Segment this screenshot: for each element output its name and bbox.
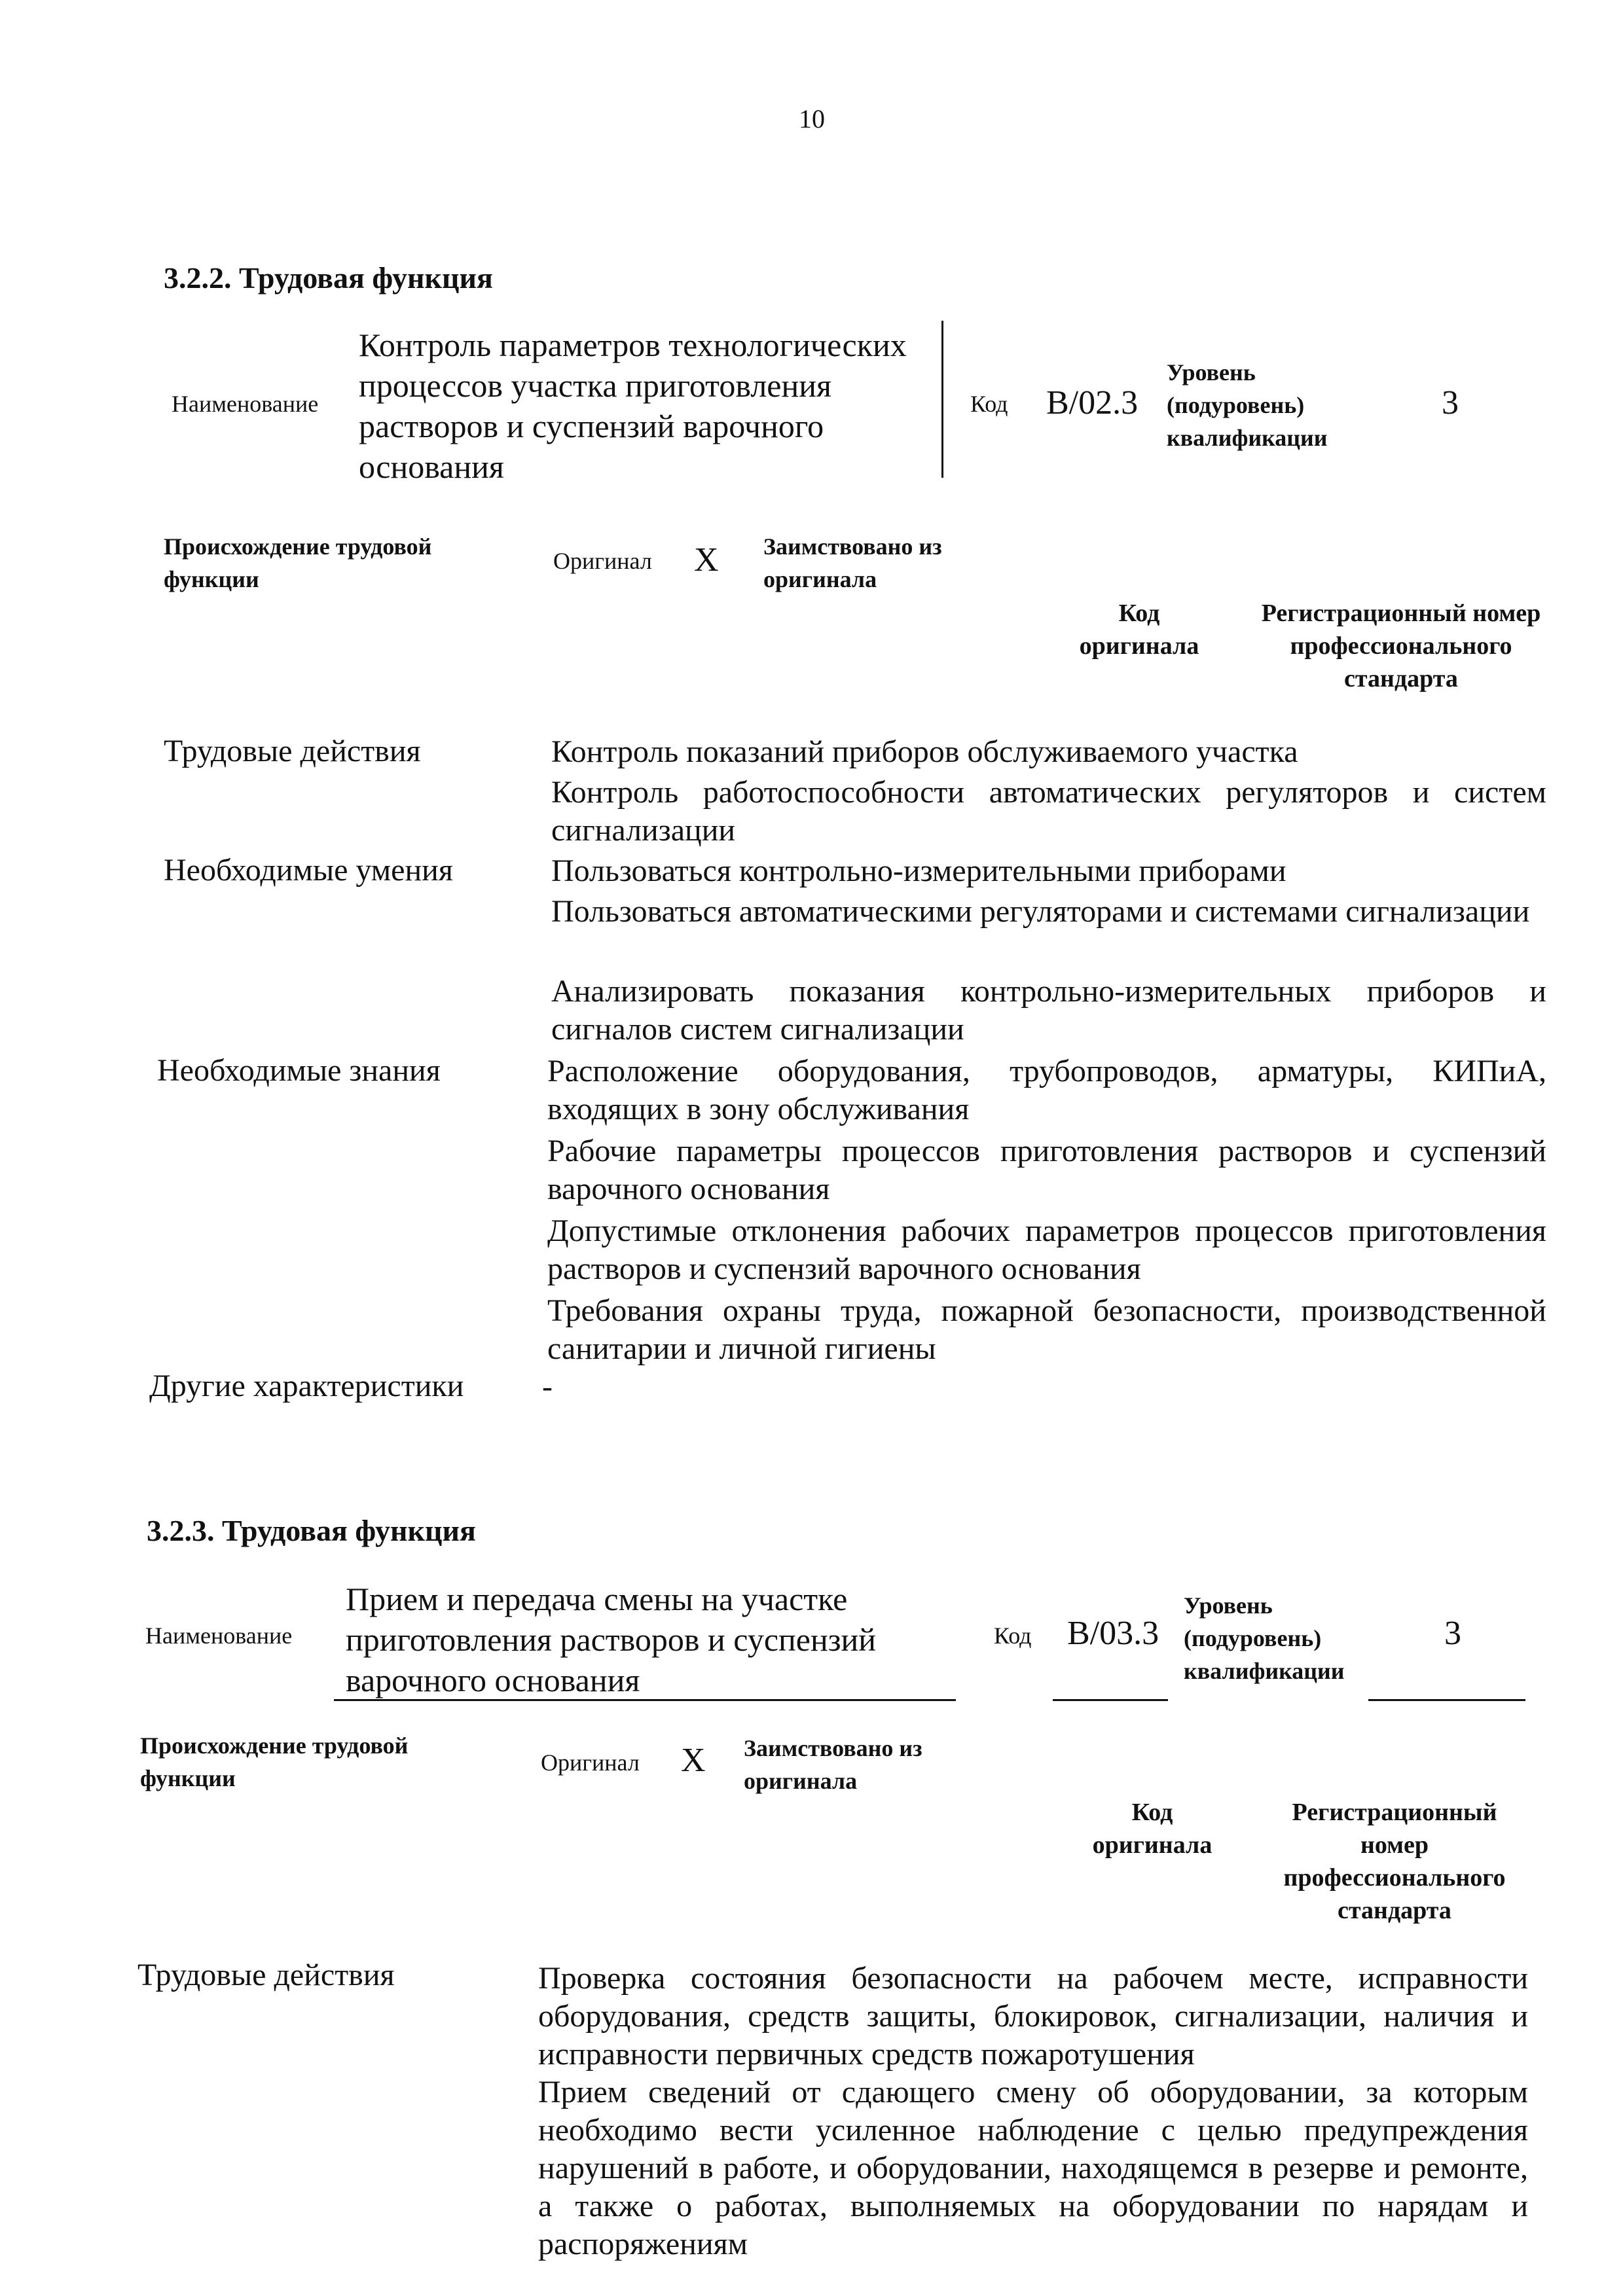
list-item: Требования охраны труда, пожарной безопасности, производственной санитарии и личной гигиены <box>547 1293 1546 1366</box>
function-code: B/02.3 <box>1046 384 1139 422</box>
list-item: Допустимые отклонения рабочих параметров процессов приготовления растворов и суспензий варочного основания <box>547 1213 1546 1286</box>
name-cell-border <box>941 321 943 478</box>
qualification-level: 3 <box>1444 1615 1461 1652</box>
function-name-line: процессов участка приготовления <box>359 367 831 404</box>
function-name <box>359 325 948 487</box>
list-item: Пользоваться автоматическими регуляторами и системами сигнализации <box>551 894 1530 929</box>
function-name-line: основания <box>359 448 504 485</box>
original-label: Оригинал <box>541 1749 640 1776</box>
row-label-labor-actions: Трудовые действия <box>137 1958 395 1992</box>
code-original-label: Код оригинала <box>1079 600 1199 660</box>
row-label-other: Другие характеристики <box>149 1369 464 1403</box>
original-checkmark: X <box>694 541 719 579</box>
section-title: 3.2.3. Трудовая функция <box>147 1514 476 1547</box>
original-label: Оригинал <box>553 548 652 574</box>
code-label: Код <box>994 1623 1032 1649</box>
function-name <box>346 1579 961 1700</box>
function-name-line: Прием и передача смены на участке <box>346 1581 848 1617</box>
list-item: Рабочие параметры процессов приготовления растворов и суспензий варочного основания <box>547 1134 1546 1206</box>
borrowed-label: Заимствовано из оригинала <box>744 1735 922 1794</box>
level-label: Уровень (подуровень) квалификации <box>1167 359 1328 451</box>
code-original-label: Код оригинала <box>1092 1799 1213 1859</box>
list-item: Анализировать показания контрольно-измерительных приборов и сигналов систем сигнализации <box>551 974 1546 1047</box>
borrowed-label: Заимствовано из оригинала <box>763 533 942 592</box>
list-item: Контроль показаний приборов обслуживаемого участка <box>551 734 1298 769</box>
row-label-labor-actions: Трудовые действия <box>164 734 421 768</box>
list-item: Пользоваться контрольно-измерительными приборами <box>551 853 1286 888</box>
function-code: B/03.3 <box>1067 1615 1159 1652</box>
name-label: Наименование <box>172 391 319 417</box>
row-label-skills: Необходимые умения <box>164 853 453 888</box>
list-item: Проверка состояния безопасности на рабочем месте, исправности оборудования, средств защиты, блокировок, сигнализации, наличия и исправности первичных средств пожаротушения <box>538 1961 1528 2072</box>
row-label-knowledge: Необходимые знания <box>157 1053 441 1088</box>
list-item: Прием сведений от сдающего смену об оборудовании, за которым необходимо вести усиленное наблюдение с целью предупреждения нарушений в работе, и оборудовании, находящемся в резерве и ремонте, а также о работах, выполняемых на оборудовании по нарядам и распоряжениям <box>538 2075 1528 2261</box>
reg-number-label: Регистрационный номер профессионального стандарта <box>1283 1799 1506 1924</box>
origin-label: Происхождение трудовой функции <box>164 533 432 592</box>
reg-number-label: Регистрационный номер профессионального стандарта <box>1261 600 1541 692</box>
name-underline <box>334 1699 956 1701</box>
list-item: - <box>542 1369 553 1404</box>
qualification-level: 3 <box>1442 384 1459 422</box>
original-checkmark: X <box>681 1742 706 1779</box>
list-item: Расположение оборудования, трубопроводов, арматуры, КИПиА, входящих в зону обслуживания <box>547 1054 1546 1126</box>
list-item: Контроль работоспособности автоматических регуляторов и систем сигнализации <box>551 775 1546 848</box>
function-name-line: варочного основания <box>346 1662 640 1698</box>
name-label: Наименование <box>145 1623 293 1649</box>
function-name-line: Контроль параметров технологических <box>359 327 907 363</box>
code-label: Код <box>970 391 1008 417</box>
function-name-line: приготовления растворов и суспензий <box>346 1621 876 1658</box>
origin-label: Происхождение трудовой функции <box>140 1732 409 1791</box>
level-label: Уровень (подуровень) квалификации <box>1184 1592 1345 1684</box>
level-underline <box>1368 1699 1525 1701</box>
section-title: 3.2.2. Трудовая функция <box>164 261 493 295</box>
function-name-line: растворов и суспензий варочного <box>359 408 824 444</box>
page-number: 10 <box>799 104 825 134</box>
code-underline <box>1053 1699 1168 1701</box>
